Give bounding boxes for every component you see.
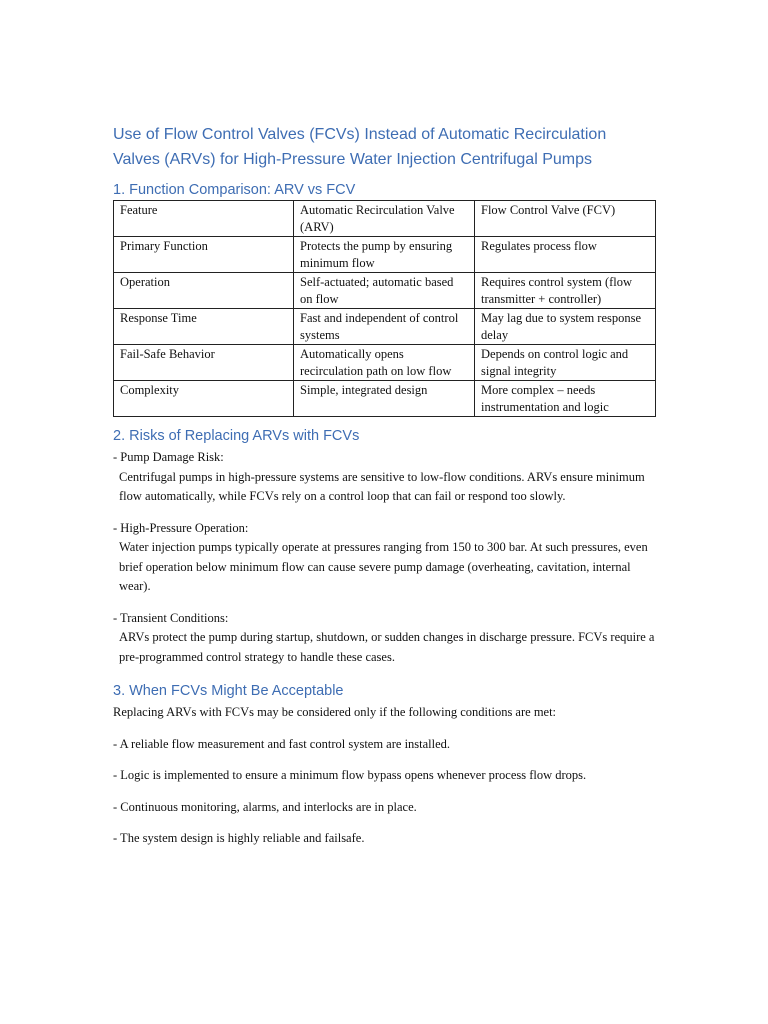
- table-cell: May lag due to system response delay: [475, 309, 656, 345]
- table-header-cell: Flow Control Valve (FCV): [475, 201, 656, 237]
- section-3-heading: 3. When FCVs Might Be Acceptable: [113, 683, 344, 699]
- risk-item-label: - Pump Damage Risk:: [113, 450, 224, 464]
- risk-item: [113, 519, 655, 597]
- condition-item: - The system design is highly reliable and failsafe.: [113, 831, 365, 845]
- table-cell: Complexity: [114, 381, 294, 417]
- table-cell: More complex – needs instrumentation and logic: [475, 381, 656, 417]
- table-cell: Regulates process flow: [475, 237, 656, 273]
- risk-item-body: Centrifugal pumps in high-pressure systems are sensitive to low-flow conditions. ARVs ensure minimum flow automatically, while FCVs rely on a control loop that can fail or respond too slowly.: [119, 469, 645, 503]
- table-cell: Self-actuated; automatic based on flow: [294, 273, 475, 309]
- table-row: [114, 273, 656, 309]
- risk-item: [113, 609, 655, 668]
- table-cell: Primary Function: [114, 237, 294, 273]
- condition-item: - Logic is implemented to ensure a minimum flow bypass opens whenever process flow drops.: [113, 768, 587, 782]
- risk-item-label: - High-Pressure Operation:: [113, 520, 249, 535]
- table-cell: Automatically opens recirculation path on low flow: [294, 345, 475, 381]
- section-3-intro: Replacing ARVs with FCVs may be considered only if the following conditions are met:: [113, 705, 557, 719]
- table-row: [114, 381, 656, 417]
- document-page: [113, 122, 655, 849]
- condition-item: - Continuous monitoring, alarms, and interlocks are in place.: [113, 799, 417, 814]
- risk-item: [113, 448, 655, 507]
- table-cell: Fast and independent of control systems: [294, 309, 475, 345]
- section-1-heading: 1. Function Comparison: ARV vs FCV: [113, 182, 356, 198]
- section-2-heading: 2. Risks of Replacing ARVs with FCVs: [113, 428, 360, 444]
- risk-item-body: Water injection pumps typically operate at pressures ranging from 150 to 300 bar. At such pressures, even brief operation below minimum flow can cause severe pump damage (overheating, cavitation, internal wear).: [119, 540, 648, 593]
- table-cell: Fail-Safe Behavior: [114, 345, 294, 381]
- table-header-cell: Feature: [114, 201, 294, 237]
- document-title-line-1: Use of Flow Control Valves (FCVs) Instead of Automatic Recirculation: [113, 126, 607, 143]
- table-cell: Response Time: [114, 309, 294, 345]
- table-cell: Protects the pump by ensuring minimum flow: [294, 237, 475, 273]
- table-row: [114, 345, 656, 381]
- document-title-line-2: Valves (ARVs) for High-Pressure Water Injection Centrifugal Pumps: [113, 151, 592, 168]
- table-cell: Depends on control logic and signal integrity: [475, 345, 656, 381]
- comparison-table: [113, 200, 656, 417]
- table-cell: Requires control system (flow transmitter + controller): [475, 273, 656, 309]
- risk-item-label: - Transient Conditions:: [113, 610, 229, 625]
- condition-item: - A reliable flow measurement and fast control system are installed.: [113, 736, 451, 751]
- table-header-cell: Automatic Recirculation Valve (ARV): [294, 201, 475, 237]
- risk-item-body: ARVs protect the pump during startup, shutdown, or sudden changes in discharge pressure. FCVs require a pre-programmed control strategy to handle these cases.: [119, 630, 655, 664]
- table-row: [114, 309, 656, 345]
- table-cell: Operation: [114, 273, 294, 309]
- table-cell: Simple, integrated design: [294, 381, 475, 417]
- document-title: [113, 122, 655, 172]
- table-row: [114, 237, 656, 273]
- table-header-row: [114, 201, 656, 237]
